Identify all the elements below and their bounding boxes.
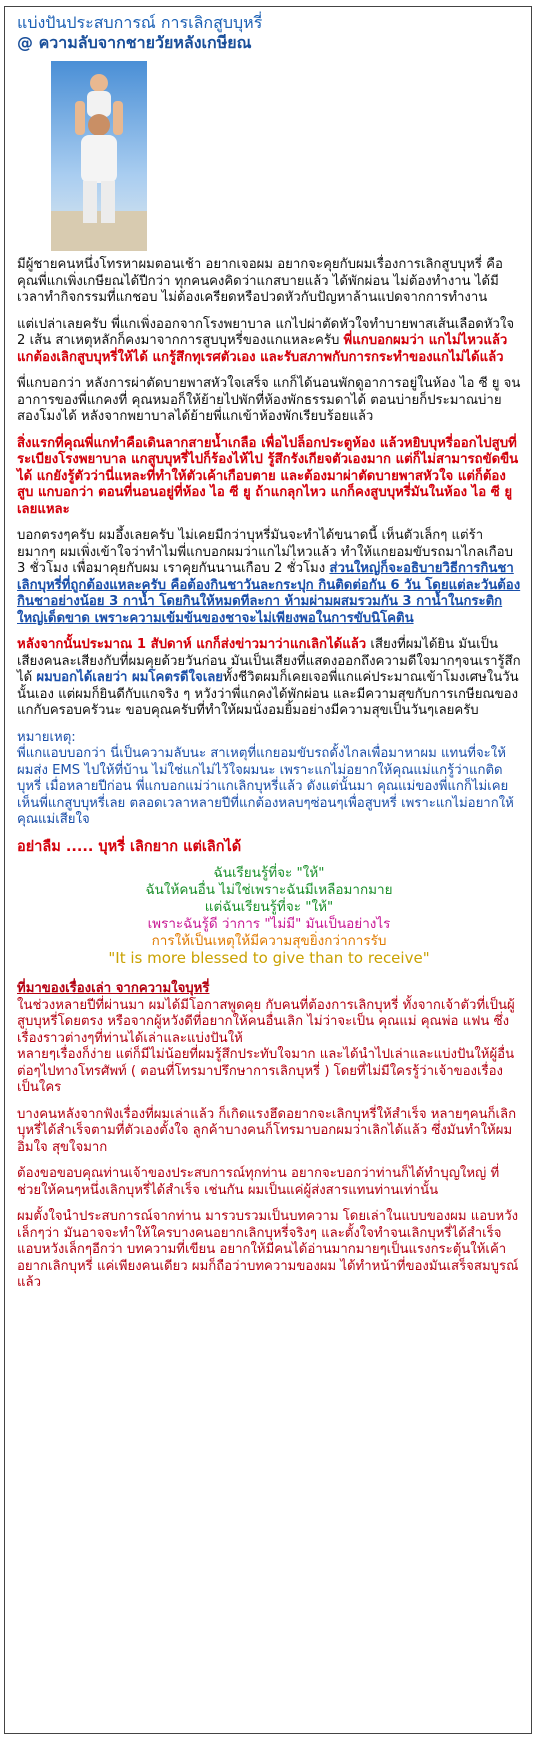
tea-instructions-link[interactable]: ส่วนใหญ่ก็จะอธิบายวิธีการกินชาเลิกบุหรี่ที่ถูกต้องแหละครับ คือต้องกินชาวันละกระปุก กินติดต่อกัน 6 วัน โดยแต่ละวันต้องกินชาอย่างน้อย 3 กาน้ำ โดยกินให้หมดทีละกา ห้ามผ่ามผสมรวมกัน 3 กาน้ำในกระติกใหญ่เด็ดขาด เพราะความเข้มข้นของชาจะไม่เพียงพอในการขับนิโคติน xyxy=(17,561,521,626)
poem-line: แต่ฉันเรียนรู้ที่จะ "ให้" xyxy=(204,899,334,915)
poem-line: "It is more blessed to give than to receive" xyxy=(108,949,430,967)
story-text: ทั้งชีวิตผมก็เคยเจอพี่แกแค่ประมาณเข้าโมงเศษในวันนั้นเอง แต่ผมก็ยินดีกับแกจริง ๆ หวังว่าพี่แกคงได้พักผ่อน และมีความสุขกับการเกษียณของแกกับครอบครัวนะ ขอบคุณครับที่ทำให้ผมนั่งอมยิ้มอย่างมีความสุขเป็นวันๆเลยครับ xyxy=(17,670,519,718)
source-paragraph-4: ต้องขอขอบคุณท่านเจ้าของประสบการณ์ทุกท่าน อยากจะบอกว่าท่านก็ได้ทำบุญใหญ่ ที่ช่วยให้คนๆหนึ่งเลิกบุหรี่ได้สำเร็จ เช่นกัน ผมเป็นแค่ผู้ส่งสารแทนท่านเท่านั้น xyxy=(17,1166,500,1198)
story-text: บอกตรงๆครับ ผมอึ้งเลยครับ ไม่เคยมีกว่าบุหรี่มันจะทำได้ขนาดนี้ เห็นตัวเล็กๆ แต่ร้ายมากๆ ผมเพิ่งเข้าใจว่าทำไมพี่แกบอกผมว่าแกไม่ไหวแล้ว ทำให้แกยอมขับรถมาไกลเกือบ 3 ชั่วโมง เพื่อมาคุยกับผม เราคุยกันนานเกือบ 2 ชั่วโมง xyxy=(17,528,513,576)
note-label: หมายเหตุ: xyxy=(17,729,76,745)
story-paragraph-3: พี่แกบอกว่า หลังการผ่าตัดบายพาสหัวใจเสร็จ แกก็ได้นอนพักดูอาการอยู่ในห้อง ไอ ซี ยู จนอาการของพี่แกคงที่ คุณหมอก็ให้ย้ายไปพักที่ห้องพักธรรมดาได้ ตอนบ่ายก็ประมาณบ่ายสองโมงได้ หลังจากพยาบาลได้ย้ายพี่แกเข้าห้องพักเรียบร้อยแล้ว xyxy=(17,376,521,424)
story-paragraph-4: สิ่งแรกที่คุณพี่แกทำคือเดินลากสายน้ำเกลือ เพื่อไปล็อกประตูห้อง แล้วหยิบบุหรี่ออกไปสูบที่ระเบียงโรงพยาบาล แกสูบบุหรี่ไปก็ร้องไห้ไป รู้สึกรังเกียจตัวเองมาก แต่ก็ไม่สามารถขัดขืนได้ แกยังรู้ตัวว่านี่แหละที่ทำให้ตัวเค้าเกือบตาย และต้องมาผ่าตัดบายพาสหัวใจ แต่ก็ต้องสูบ แกบอกว่า ตอนที่นอนอยู่ที่ห้อง ไอ ซี ยู ถ้าแกลุกไหว แกก็คงสูบบุหรี่มันในห้อง ไอ ซี ยู เลยแหละ xyxy=(17,435,519,517)
source-paragraph-1: ในช่วงหลายปีที่ผ่านมา ผมได้มีโอกาสพูดคุย กับคนที่ต้องการเลิกบุหรี่ ทั้งจากเจ้าตัวที่เป็นผู้สูบบุหรี่โดยตรง หรือจากผู้หวังดีที่อยากให้คนอื่นเลิก ไม่ว่าจะเป็น คุณแม่ คุณพ่อ แฟน ซึ่งเรื่องราวต่างๆที่ท่านได้เล่าและแบ่งปันให้ xyxy=(17,997,515,1046)
article-frame xyxy=(4,6,532,1734)
story-paragraph-5 xyxy=(17,528,521,627)
note-text: พี่แกแอบบอกว่า นี่เป็นความลับนะ สาเหตุที่แกยอมขับรถดั้งไกลเพื่อมาหาผม แทนที่จะให้ผมส่ง EMS ไปให้ที่บ้าน ไม่ใช่แกไม่ไว้ใจผมนะ เพราะแกไม่อยากให้คุณแม่แกรู้ว่าแกติดบุหรี่ เมื่อหลายปีก่อน พี่แกบอกแม่ว่าแกเลิกบุหรี่แล้ว ดังแต่นั้นมา คุณแม่ของพี่แกก็ไม่เคยเห็นพี่แกสูบบุหรี่เลย ตลอดเวลาหลายปีที่แกต้องหลบๆซ่อนๆเพื่อสูบหรี่ เพราะแกไม่อยากให้คุณแม่เสียใจ xyxy=(17,746,514,827)
source-paragraph-5: ผมตั้งใจนำประสบการณ์จากท่าน มารวบรวมเป็นบทความ โดยเล่าในแบบของผม แอบหวังเล็กๆว่า มันอาจจะทำให้ใครบางคนอยากเลิกบุหรี่จริงๆ และตั้งใจทำจนเลิกบุหรี่ได้สำเร็จ แอบหวังเล็กๆอีกว่า บทความที่เขียน อยากให้มีคนได้อ่านมากมายๆเป็นแรงกระตุ้นให้เค้าอยากเลิกบุหรี่ แค่เพียงคนเดียว ผมก็ถือว่าบทความของผม ได้ทำหน้าที่ของมันเสร็จสมบูรณ์แล้ว xyxy=(17,1209,519,1290)
source-heading-paragraph xyxy=(17,981,521,998)
man-with-child-photo xyxy=(51,61,147,251)
source-heading: ที่มาของเรื่องเล่า จากความใจบุหรี่ xyxy=(17,981,210,996)
source-paragraph-3: บางคนหลังจากฟังเรื่องที่ผมเล่าแล้ว ก็เกิดแรงฮึดอยากจะเลิกบุหรี่ให้สำเร็จ หลายๆคนก็เลิกบุหรี่ได้สำเร็จตามที่ตัวเองตั้งใจ ลูกค้าบางคนก็โทรมาบอกผมว่าเลิกได้แล้ว ซึ่งมันทำให้ผมอิ่มใจ สุขใจมาก xyxy=(17,1106,517,1155)
story-paragraph-1: มีผู้ชายคนหนึ่งโทรหาผมตอนเช้า อยากเจอผม อยากจะคุยกับผมเรื่องการเลิกสูบบุหรี่ คือคุณพี่แกเพิ่งเกษียณได้ปีกว่า ทุกคนคงคิดว่าแกสบายแล้ว ได้พักผ่อน ไม่ต้องทำงาน ได้มีเวลาทำกิจกรรมที่แกชอบ ไม่ต้องเครียดหรือปวดหัวกับปัญหาล้านแปดจากการทำงาน xyxy=(17,257,503,305)
story-paragraph-2 xyxy=(17,317,521,367)
source-paragraph-2: หลายๆเรื่องก็ง่าย แต่ก็มีไม่น้อยที่ผมรู้สึกประทับใจมาก และได้นำไปเล่าและแบ่งปันให้ผู้อื่นต่อๆไปทางโทรศัพท์ ( ตอนที่โทรมาปรึกษาการเลิกบุหรี่ ) โดยที่ไม่มีใครรู้ว่าเจ้าของเรื่องเป็นใคร xyxy=(17,1047,515,1095)
story-text: แต่เปล่าเลยครับ พี่แกเพิ่งออกจากโรงพยาบาล แกไปผ่าตัดหัวใจทำบายพาสเส้นเลือดหัวใจ 2 เส้น สาเหตุหลักก็คงมาจากการสูบบุหรี่ของแกแหละครับ xyxy=(17,316,515,348)
story-text: เสียงที่ผมได้ยิน มันเป็นเสียงคนละเสียงกับที่ผมคุยด้วยวันก่อน มันเป็นเสียงที่แสดงออกถึงความดีใจมากๆจนเรารู้สึกได้ xyxy=(17,637,521,685)
note-paragraph xyxy=(17,730,521,829)
poem-line: ฉันให้คนอื่น ไม่ใช่เพราะฉันมีเหลือมากมาย xyxy=(145,882,393,898)
story-highlight-blue: ผมบอกได้เลยว่า ผมโคตรดีใจเลย xyxy=(36,670,224,685)
poem-line: การให้เป็นเหตุให้มีความสุขยิ่งกว่าการรับ xyxy=(151,933,387,949)
slogan: อย่าลืม ..... บุหรี่ เลิกยาก แต่เลิกได้ xyxy=(17,838,242,855)
poem-line: เพราะฉันรู้ดี ว่าการ "ไม่มี" มันเป็นอย่างไร xyxy=(147,916,391,932)
story-paragraph-6 xyxy=(17,637,521,720)
article-title: แบ่งปันประสบการณ์ การเลิกสูบบุหรี่ xyxy=(17,13,263,32)
poem-line: ฉันเรียนรู้ที่จะ "ให้" xyxy=(213,865,325,881)
poem xyxy=(17,865,521,967)
story-highlight: หลังจากนั้นประมาณ 1 สัปดาห์ แกก็ส่งข่าวมาว่าแกเลิกได้แล้ว xyxy=(17,637,367,652)
article-subtitle: @ ความลับจากชายวัยหลังเกษียณ xyxy=(17,33,252,52)
story-highlight: พี่แกบอกผมว่า แกไม่ไหวแล้ว แกต้องเลิกสูบบุหรี่ให้ได้ แกรู้สึกทุเรศตัวเอง และรับสภาพกับการกระทำของแกไม่ได้แล้ว xyxy=(17,333,508,365)
